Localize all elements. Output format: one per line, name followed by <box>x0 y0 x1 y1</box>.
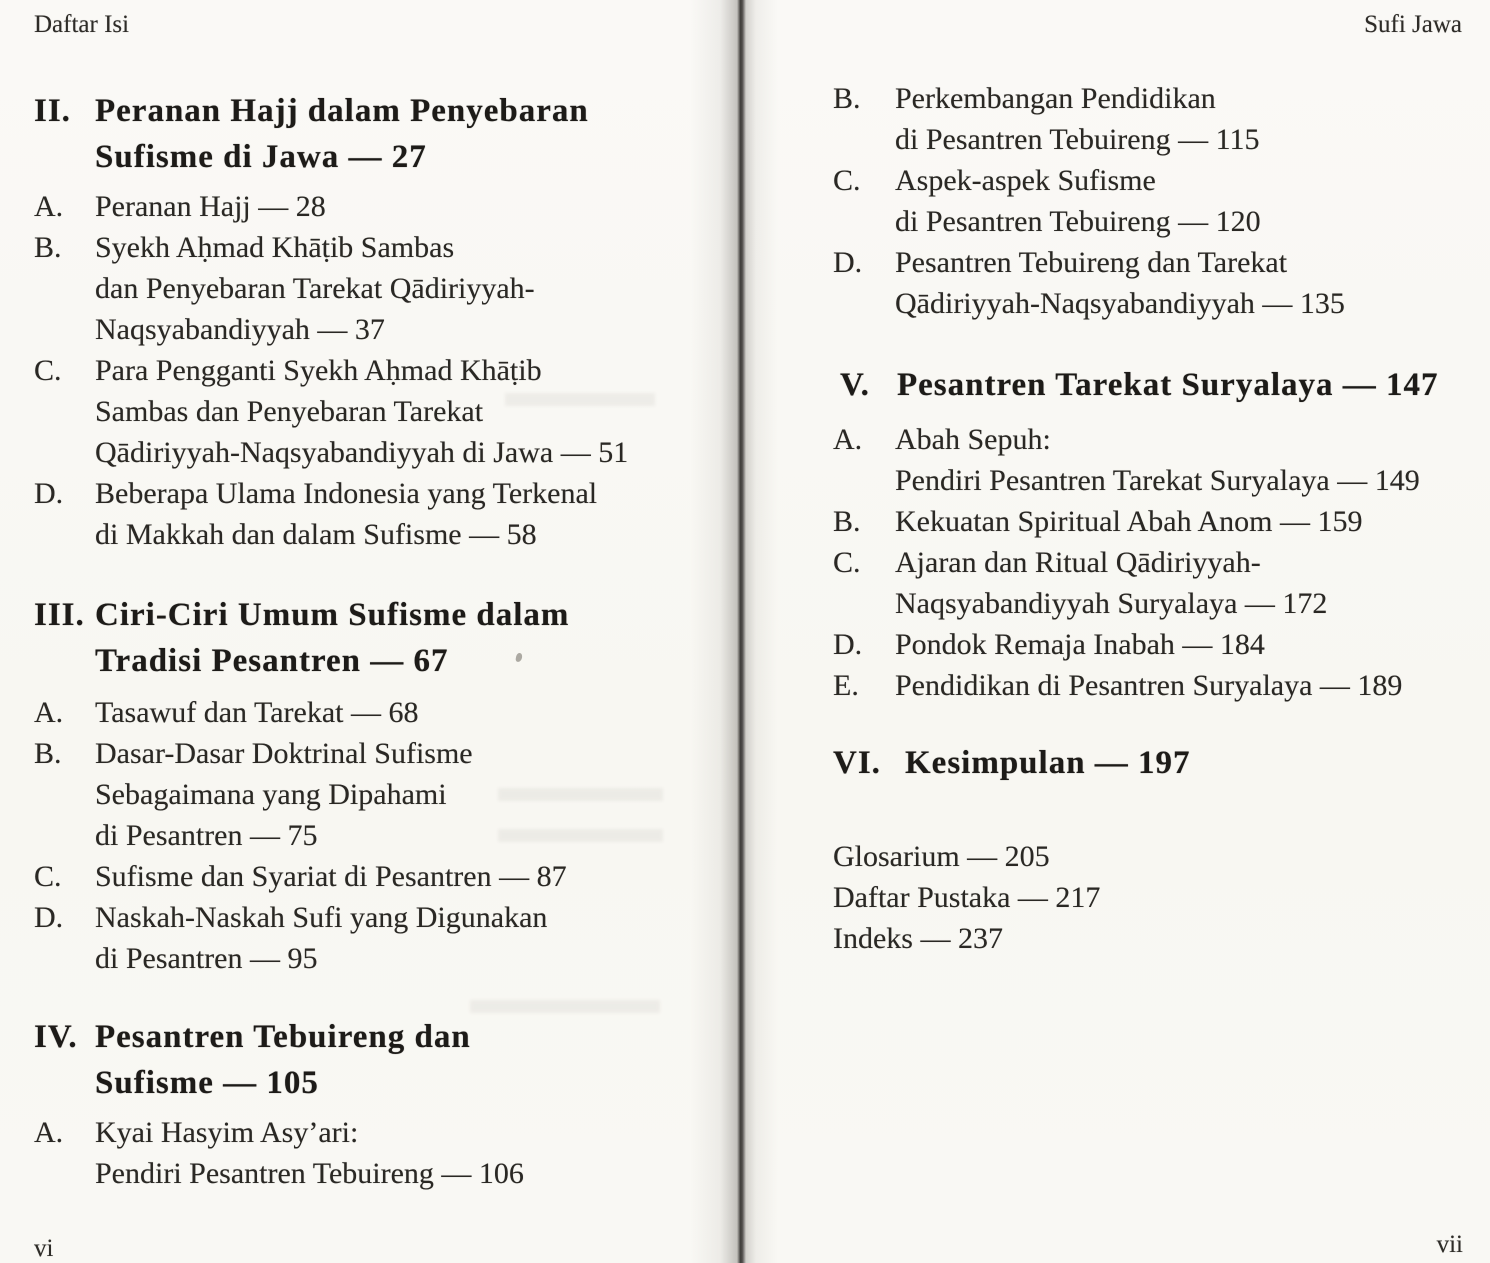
section-heading-ii <box>34 88 589 180</box>
section-title-line: Tradisi Pesantren — 67 <box>95 643 449 679</box>
back-matter-list <box>833 836 1100 959</box>
toc-line: Naskah-Naskah Sufi yang Digunakan <box>95 901 548 934</box>
toc-line: Abah Sepuh: <box>895 423 1051 456</box>
toc-entry-letter: A. <box>833 423 863 456</box>
toc-line: Qādiriyyah-Naqsyabandiyyah — 135 <box>895 287 1345 320</box>
section-title-line: Pesantren Tarekat Suryalaya — 147 <box>897 367 1439 403</box>
section-title-line: Sufisme di Jawa — 27 <box>95 139 427 175</box>
toc-list-section-v <box>833 419 1420 706</box>
section-numeral: V. <box>840 367 870 403</box>
toc-entry-letter: D. <box>833 246 863 279</box>
toc-line: di Pesantren — 95 <box>95 942 318 975</box>
toc-entry-letter: C. <box>833 546 861 579</box>
toc-line: Beberapa Ulama Indonesia yang Terkenal <box>95 477 598 510</box>
section-numeral: IV. <box>34 1019 78 1055</box>
toc-entry-letter: C. <box>34 860 62 893</box>
section-title-line: Pesantren Tebuireng dan <box>95 1019 471 1055</box>
toc-entry <box>34 473 628 555</box>
section-title-line: Kesimpulan — 197 <box>905 745 1191 781</box>
toc-entry <box>833 419 1420 501</box>
section-numeral: III. <box>34 597 85 633</box>
toc-line: Ajaran dan Ritual Qādiriyyah- <box>895 546 1261 579</box>
toc-entry-letter: E. <box>833 669 859 702</box>
toc-line: Pondok Remaja Inabah — 184 <box>895 628 1265 661</box>
toc-entry <box>833 160 1345 242</box>
toc-entry <box>833 501 1420 542</box>
toc-line: Pendidikan di Pesantren Suryalaya — 189 <box>895 669 1403 702</box>
toc-entry <box>833 624 1420 665</box>
toc-line: Naqsyabandiyyah Suryalaya — 172 <box>895 587 1328 620</box>
toc-entry <box>34 692 567 733</box>
toc-entry <box>34 1112 524 1194</box>
toc-entry <box>833 542 1420 624</box>
toc-line: Kekuatan Spiritual Abah Anom — 159 <box>895 505 1363 538</box>
toc-entry-letter: D. <box>833 628 863 661</box>
back-matter-line: Indeks — 237 <box>833 922 1003 955</box>
section-title-line: Ciri-Ciri Umum Sufisme dalam <box>95 597 570 633</box>
toc-line: Pendiri Pesantren Tebuireng — 106 <box>95 1157 524 1190</box>
section-numeral: VI. <box>833 745 881 781</box>
toc-line: di Pesantren — 75 <box>95 819 318 852</box>
section-title-line: Peranan Hajj dalam Penyebaran <box>95 93 589 129</box>
toc-entry <box>34 186 628 227</box>
page-number-right: vii <box>1436 1231 1463 1258</box>
section-heading-iv <box>34 1014 471 1106</box>
toc-entry-letter: C. <box>833 164 861 197</box>
toc-line: dan Penyebaran Tarekat Qādiriyyah- <box>95 272 535 305</box>
running-head-left: Daftar Isi <box>34 11 130 38</box>
toc-line: Syekh Aḥmad Khāṭib Sambas <box>95 231 455 264</box>
toc-list-section-iii <box>34 692 567 979</box>
toc-line: Peranan Hajj — 28 <box>95 190 326 223</box>
bleed-through-artifact <box>470 1000 660 1034</box>
toc-entry <box>833 242 1345 324</box>
toc-line: Pesantren Tebuireng dan Tarekat <box>895 246 1288 279</box>
toc-entry-letter: B. <box>833 82 861 115</box>
toc-entry <box>34 856 567 897</box>
toc-entry-letter: D. <box>34 901 64 934</box>
toc-line: Aspek-aspek Sufisme <box>895 164 1156 197</box>
section-heading-v <box>840 362 1439 408</box>
toc-line: Para Pengganti Syekh Aḥmad Khāṭib <box>95 354 542 387</box>
toc-line: Sebagaimana yang Dipahami <box>95 778 447 811</box>
toc-entry-letter: C. <box>34 354 62 387</box>
back-matter-line: Daftar Pustaka — 217 <box>833 881 1101 914</box>
toc-entry-letter: B. <box>833 505 861 538</box>
section-heading-vi <box>833 740 1191 786</box>
running-head-right: Sufi Jawa <box>1364 11 1462 38</box>
toc-entry <box>833 78 1345 160</box>
toc-line: Naqsyabandiyyah — 37 <box>95 313 385 346</box>
section-numeral: II. <box>34 93 71 129</box>
toc-line: di Pesantren Tebuireng — 115 <box>895 123 1260 156</box>
toc-list-continued <box>833 78 1345 324</box>
toc-line: Kyai Hasyim Asy’ari: <box>95 1116 359 1149</box>
page-number-left: vi <box>34 1235 54 1262</box>
toc-line: Sufisme dan Syariat di Pesantren — 87 <box>95 860 567 893</box>
back-matter-line: Glosarium — 205 <box>833 840 1050 873</box>
toc-list-section-ii <box>34 186 628 555</box>
toc-entry <box>833 665 1420 706</box>
toc-entry-letter: B. <box>34 737 62 770</box>
page-gutter-shadow <box>690 0 790 1263</box>
toc-line: di Makkah dan dalam Sufisme — 58 <box>95 518 537 551</box>
toc-entry <box>34 350 628 473</box>
toc-entry-letter: A. <box>34 1116 64 1149</box>
toc-entry-letter: A. <box>34 190 64 223</box>
toc-line: Tasawuf dan Tarekat — 68 <box>95 696 419 729</box>
toc-line: Sambas dan Penyebaran Tarekat <box>95 395 484 428</box>
section-heading-iii <box>34 592 569 684</box>
toc-entry <box>34 227 628 350</box>
toc-line: Perkembangan Pendidikan <box>895 82 1216 115</box>
toc-line: Pendiri Pesantren Tarekat Suryalaya — 149 <box>895 464 1420 497</box>
section-title-line: Sufisme — 105 <box>95 1065 319 1101</box>
toc-line: Qādiriyyah-Naqsyabandiyyah di Jawa — 51 <box>95 436 629 469</box>
toc-list-section-iv <box>34 1112 524 1194</box>
toc-entry-letter: B. <box>34 231 62 264</box>
toc-entry <box>34 897 567 979</box>
toc-line: di Pesantren Tebuireng — 120 <box>895 205 1261 238</box>
toc-entry-letter: D. <box>34 477 64 510</box>
toc-entry <box>34 733 567 856</box>
toc-entry-letter: A. <box>34 696 64 729</box>
toc-line: Dasar-Dasar Doktrinal Sufisme <box>95 737 473 770</box>
